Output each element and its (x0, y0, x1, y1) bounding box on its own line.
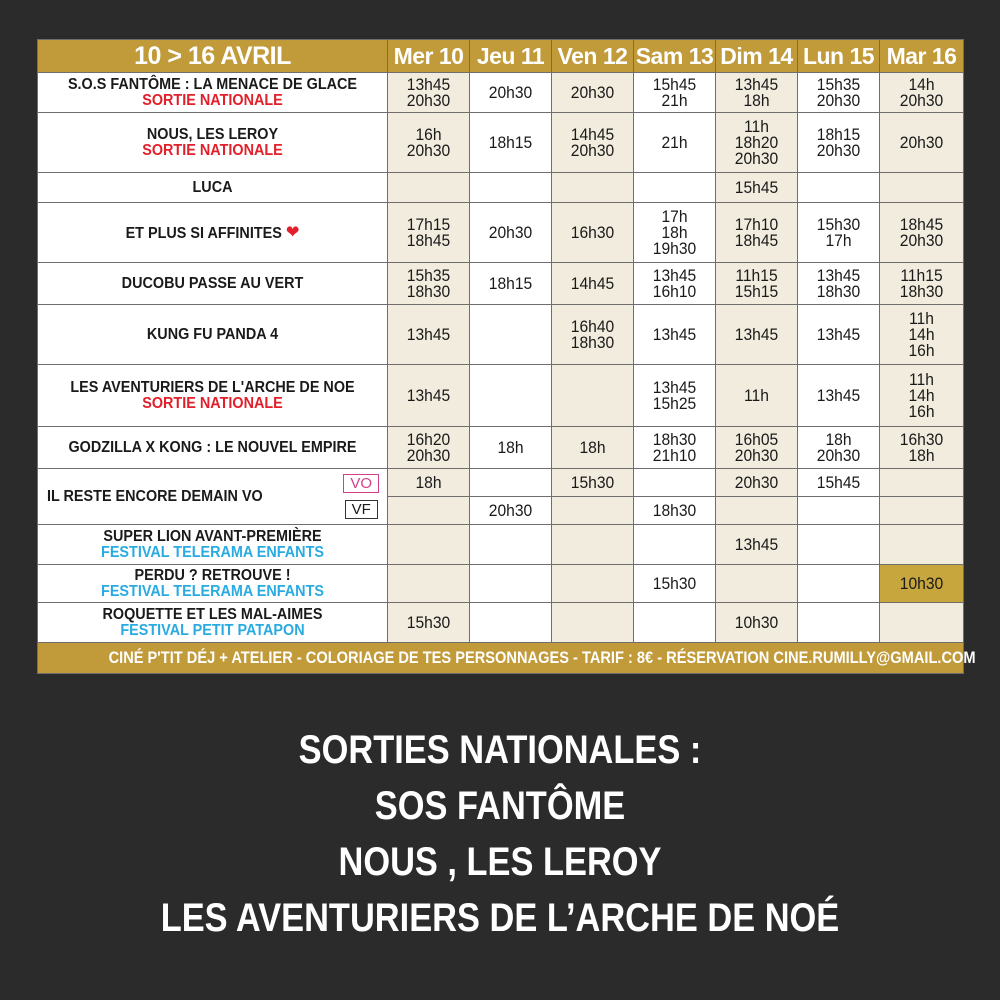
film-row (38, 565, 964, 603)
showtime-cell (716, 73, 798, 113)
showtime-cell (634, 173, 716, 203)
showtime-cell (552, 497, 634, 525)
showtime-cell (716, 113, 798, 173)
showtime-cell (798, 469, 880, 497)
showtime: 18h45 (406, 230, 451, 250)
showtime-cell (470, 263, 552, 305)
film-row (38, 305, 964, 365)
showtime-cell (388, 603, 470, 643)
film-title: IL RESTE ENCORE DEMAIN VO (47, 487, 263, 505)
showtime-cell (880, 113, 964, 173)
day-header: Jeu 11 (470, 40, 552, 73)
film-title-cell (38, 173, 388, 203)
header-row (38, 40, 964, 73)
film-title-cell (38, 365, 388, 427)
showtime: 20h30 (816, 90, 861, 110)
showtime-cell (716, 469, 798, 497)
showtime: 14h (908, 324, 935, 344)
showtime: 20h30 (488, 500, 533, 520)
showtime-cell (798, 305, 880, 365)
showtime: 18h30 (652, 500, 697, 520)
showtime: 13h45 (652, 265, 697, 285)
showtime-cell (880, 469, 964, 497)
showtime-cell (470, 525, 552, 565)
showtime: 13h45 (406, 74, 451, 94)
footer-banner (38, 643, 976, 674)
showtime-cell (634, 603, 716, 643)
schedule-table (37, 39, 976, 674)
summary-heading: SORTIES NATIONALES : (298, 728, 702, 772)
showtime: 13h45 (734, 534, 779, 554)
showtime-cell (880, 203, 964, 263)
showtime-cell (388, 73, 470, 113)
film-subtitle: SORTIE NATIONALE (142, 141, 283, 159)
showtime: 16h20 (406, 429, 451, 449)
film-subtitle: FESTIVAL TELERAMA ENFANTS (101, 582, 324, 600)
showtime: 21h (661, 90, 688, 110)
showtime-cell (552, 469, 634, 497)
film-row (38, 113, 964, 173)
film-row (38, 203, 964, 263)
showtime: 18h15 (488, 273, 533, 293)
summary-line: NOUS , LES LEROY (338, 840, 662, 884)
film-row (38, 73, 964, 113)
showtime-cell (716, 525, 798, 565)
showtime-cell (716, 203, 798, 263)
showtime: 20h30 (406, 445, 451, 465)
summary-line: LES AVENTURIERS DE L’ARCHE DE NOÉ (160, 896, 840, 940)
showtime: 11h (744, 385, 769, 405)
showtime-cell (470, 565, 552, 603)
showtime: 18h30 (816, 281, 861, 301)
summary-line: SOS FANTÔME (374, 784, 626, 828)
showtime: 15h45 (816, 472, 861, 492)
showtime-cell (388, 525, 470, 565)
showtime: 18h45 (899, 214, 944, 234)
day-header: Mer 10 (388, 40, 470, 73)
showtime-cell (552, 73, 634, 113)
film-title: SUPER LION AVANT-PREMIÈRE (103, 527, 322, 545)
showtime-cell (388, 427, 470, 469)
showtime: 11h (909, 308, 934, 328)
showtime-cell (798, 173, 880, 203)
showtime: 16h05 (734, 429, 779, 449)
film-row (38, 525, 964, 565)
showtime: 17h (661, 206, 688, 226)
showtime: 21h10 (652, 445, 697, 465)
film-title-cell (38, 603, 388, 643)
showtime: 18h (497, 437, 524, 457)
day-header: Sam 13 (634, 40, 716, 73)
showtime-cell (552, 603, 634, 643)
showtime-cell (798, 427, 880, 469)
showtime-cell (470, 469, 552, 497)
showtime-cell (716, 263, 798, 305)
showtime: 21h (661, 132, 688, 152)
showtime: 18h (908, 445, 935, 465)
film-title: NOUS, LES LEROY (146, 125, 279, 143)
showtime-cell (552, 263, 634, 305)
showtime: 15h30 (816, 214, 861, 234)
film-subtitle: SORTIE NATIONALE (142, 394, 283, 412)
film-title-cell (38, 565, 388, 603)
showtime: 17h10 (734, 214, 779, 234)
showtime: 15h35 (406, 265, 451, 285)
showtime-cell (470, 365, 552, 427)
film-row (38, 173, 964, 203)
showtime: 16h40 (570, 316, 615, 336)
heart-icon: ❤ (285, 221, 300, 242)
showtime-cell (552, 565, 634, 603)
showtime-cell (470, 113, 552, 173)
showtime: 11h (909, 369, 934, 389)
showtime: 14h45 (570, 273, 615, 293)
showtime: 18h (661, 222, 688, 242)
showtime-cell (880, 263, 964, 305)
film-row (38, 427, 964, 469)
showtime: 17h (825, 230, 852, 250)
showtime-cell (634, 365, 716, 427)
film-title: S.O.S FANTÔME : LA MENACE DE GLACE (67, 75, 358, 93)
showtime: 18h15 (488, 132, 533, 152)
showtime-cell (634, 305, 716, 365)
summary-block (0, 722, 1000, 946)
showtime: 18h (743, 90, 770, 110)
showtime-cell (634, 525, 716, 565)
film-title-cell (38, 469, 388, 525)
film-title: LUCA (192, 178, 233, 196)
showtime-cell (552, 203, 634, 263)
showtime-cell (552, 305, 634, 365)
date-range: 10 > 16 AVRIL (38, 40, 388, 73)
showtime-cell (388, 263, 470, 305)
showtime-cell (798, 525, 880, 565)
film-title-cell (38, 73, 388, 113)
film-row (38, 263, 964, 305)
showtime: 13h45 (734, 324, 779, 344)
film-row (38, 365, 964, 427)
showtime: 13h45 (652, 377, 697, 397)
film-title: LES AVENTURIERS DE L'ARCHE DE NOE (70, 378, 355, 396)
showtime: 11h (744, 116, 769, 136)
showtime-cell (634, 203, 716, 263)
showtime-cell (798, 113, 880, 173)
showtime: 15h30 (406, 612, 451, 632)
showtime-cell (634, 469, 716, 497)
showtime-cell (388, 113, 470, 173)
showtime-cell (470, 203, 552, 263)
showtime: 14h45 (570, 124, 615, 144)
showtime: 13h45 (406, 385, 451, 405)
showtime: 16h (908, 340, 935, 360)
showtime: 18h30 (899, 281, 944, 301)
showtime-cell (798, 365, 880, 427)
showtime: 14h (908, 385, 935, 405)
showtime: 20h30 (899, 132, 944, 152)
showtime-cell (634, 565, 716, 603)
showtime-cell (552, 173, 634, 203)
showtime: 11h15 (900, 265, 943, 285)
showtime-cell (880, 427, 964, 469)
showtime: 15h30 (652, 573, 697, 593)
showtime-cell (716, 305, 798, 365)
film-title: ROQUETTE ET LES MAL-AIMES (102, 605, 323, 623)
showtime: 14h (908, 74, 935, 94)
showtime: 15h45 (734, 177, 779, 197)
day-header: Lun 15 (798, 40, 880, 73)
showtime-cell (470, 173, 552, 203)
showtime-cell (552, 113, 634, 173)
film-title: GODZILLA X KONG : LE NOUVEL EMPIRE (68, 438, 357, 456)
showtime-cell (716, 427, 798, 469)
version-badge: VF (345, 500, 378, 519)
film-title-cell (38, 525, 388, 565)
showtime: 10h30 (734, 612, 779, 632)
showtime: 20h30 (488, 82, 533, 102)
showtime-cell (798, 565, 880, 603)
showtime-cell (470, 73, 552, 113)
showtime: 16h10 (652, 281, 697, 301)
showtime: 13h45 (406, 324, 451, 344)
film-title: ET PLUS SI AFFINITES ❤ (125, 221, 300, 242)
showtime: 13h45 (816, 385, 861, 405)
footer-row (38, 643, 964, 674)
showtime-cell (388, 565, 470, 603)
showtime-cell (880, 365, 964, 427)
showtime: 15h35 (816, 74, 861, 94)
showtime-cell (716, 497, 798, 525)
film-title: DUCOBU PASSE AU VERT (121, 274, 304, 292)
showtime: 15h15 (734, 281, 779, 301)
showtime-cell (798, 203, 880, 263)
showtime: 20h30 (406, 140, 451, 160)
film-title-cell (38, 113, 388, 173)
film-row (38, 469, 964, 497)
showtime-cell (388, 305, 470, 365)
showtime: 20h30 (899, 230, 944, 250)
film-title-cell (38, 263, 388, 305)
showtime: 20h30 (488, 222, 533, 242)
showtime-cell (798, 73, 880, 113)
showtime: 16h30 (899, 429, 944, 449)
film-row (38, 603, 964, 643)
showtime: 13h45 (734, 74, 779, 94)
showtime-cell (880, 73, 964, 113)
showtime: 13h45 (816, 265, 861, 285)
showtime-cell (470, 603, 552, 643)
showtime: 20h30 (899, 90, 944, 110)
showtime: 20h30 (816, 445, 861, 465)
showtime: 18h (825, 429, 852, 449)
showtime-cell (388, 203, 470, 263)
showtime-cell (880, 497, 964, 525)
showtime: 18h (579, 437, 606, 457)
showtime: 18h (415, 472, 442, 492)
showtime: 16h (908, 401, 935, 421)
showtime-cell (552, 365, 634, 427)
showtime: 20h30 (816, 140, 861, 160)
showtime: 13h45 (652, 324, 697, 344)
showtime: 13h45 (816, 324, 861, 344)
film-subtitle: FESTIVAL TELERAMA ENFANTS (101, 543, 324, 561)
day-header: Mar 16 (880, 40, 964, 73)
showtime-cell (880, 525, 964, 565)
showtime-cell (634, 427, 716, 469)
showtime: 18h45 (734, 230, 779, 250)
showtime-cell (880, 173, 964, 203)
showtime: 20h30 (570, 140, 615, 160)
showtime-cell (552, 427, 634, 469)
showtime-cell (880, 603, 964, 643)
showtime-cell (388, 469, 470, 497)
showtime-cell (634, 113, 716, 173)
showtime: 18h15 (816, 124, 861, 144)
showtime-cell (470, 427, 552, 469)
showtime: 20h30 (734, 148, 779, 168)
showtime-cell (798, 603, 880, 643)
showtime-cell (634, 497, 716, 525)
film-title-cell (38, 305, 388, 365)
showtime-cell (470, 497, 552, 525)
day-header: Ven 12 (552, 40, 634, 73)
film-title: PERDU ? RETROUVE ! (134, 566, 291, 584)
showtime-cell (388, 365, 470, 427)
day-header: Dim 14 (716, 40, 798, 73)
showtime-cell (716, 565, 798, 603)
film-title-cell (38, 203, 388, 263)
showtime: 18h30 (406, 281, 451, 301)
showtime-cell (716, 603, 798, 643)
showtime: 20h30 (734, 472, 779, 492)
showtime: 18h30 (570, 332, 615, 352)
film-title: KUNG FU PANDA 4 (146, 325, 279, 343)
showtime: 20h30 (734, 445, 779, 465)
showtime: 20h30 (406, 90, 451, 110)
film-subtitle: FESTIVAL PETIT PATAPON (120, 621, 305, 639)
showtime: 10h30 (899, 573, 944, 593)
showtime: 16h30 (570, 222, 615, 242)
showtime: 19h30 (652, 238, 697, 258)
showtime: 15h30 (570, 472, 615, 492)
showtime-cell (470, 305, 552, 365)
showtime: 15h45 (652, 74, 697, 94)
showtime-cell (716, 173, 798, 203)
version-badge: VO (343, 474, 379, 493)
showtime: 16h (415, 124, 442, 144)
showtime-cell (798, 263, 880, 305)
showtime-cell (634, 73, 716, 113)
showtime: 18h20 (734, 132, 779, 152)
showtime-cell (880, 305, 964, 365)
showtime: 17h15 (406, 214, 451, 234)
showtime: 20h30 (570, 82, 615, 102)
showtime-cell (880, 565, 964, 603)
film-title-cell (38, 427, 388, 469)
showtime: 18h30 (652, 429, 697, 449)
showtime-cell (388, 173, 470, 203)
footer-text: CINÉ P'TIT DÉJ + ATELIER - COLORIAGE DE TES PERSONNAGES - TARIF : 8€ - RÉSERVATION CINE.RUMILLY@GMAIL.COM (108, 648, 976, 667)
showtime-cell (634, 263, 716, 305)
showtime-cell (716, 365, 798, 427)
showtime-cell (388, 497, 470, 525)
showtime: 15h25 (652, 393, 697, 413)
showtime: 11h15 (735, 265, 778, 285)
showtime-cell (552, 525, 634, 565)
showtime-cell (798, 497, 880, 525)
film-subtitle: SORTIE NATIONALE (142, 91, 283, 109)
